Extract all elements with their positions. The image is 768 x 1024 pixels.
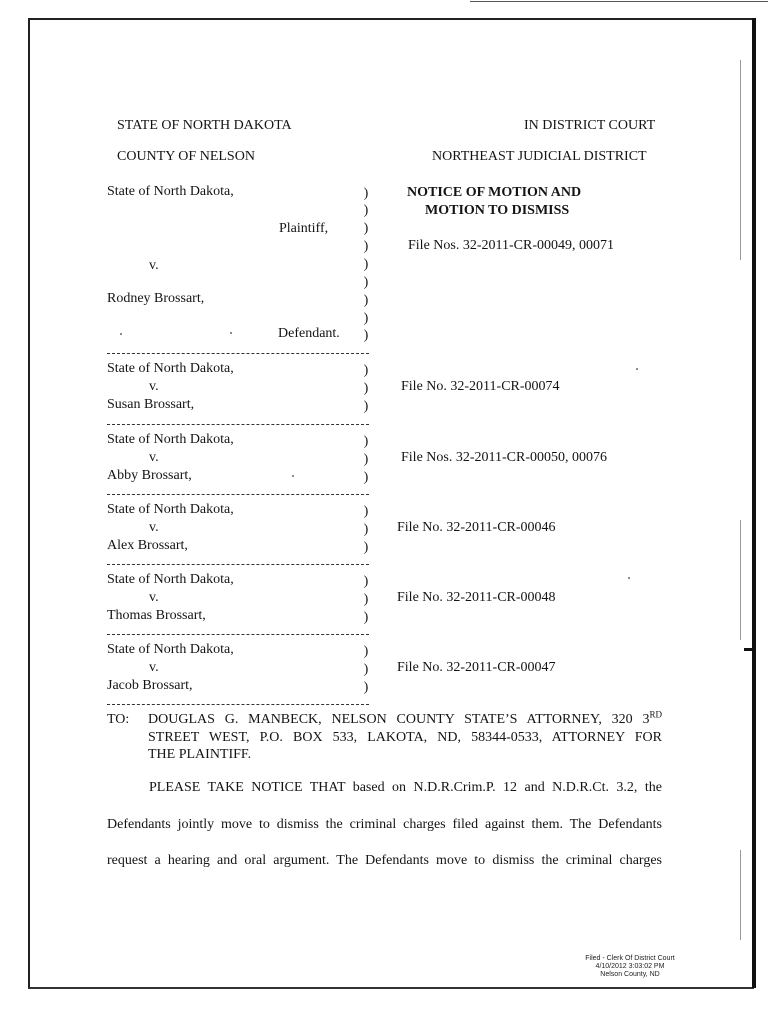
scan-speck [292,475,294,477]
scan-speck [120,333,122,335]
case-divider [107,353,369,354]
caption-paren: ) [363,662,369,677]
case-defendant: Alex Brossart, [107,538,188,553]
case-versus: v. [149,379,159,394]
plaintiff-role: Plaintiff, [279,221,329,236]
caption-paren: ) [363,680,369,695]
caption-paren: ) [363,399,369,414]
to-label: TO: [107,712,130,727]
case-file-number: File No. 32-2011-CR-00074 [401,379,560,394]
case-defendant: Thomas Brossart, [107,608,206,623]
filed-stamp-line2: 4/10/2012 3:03:02 PM [595,963,665,970]
main-file-number: File Nos. 32-2011-CR-00049, 00071 [408,238,614,253]
case-divider [107,634,369,635]
caption-paren: ) [363,610,369,625]
addressee-line1 [148,709,662,728]
case-plaintiff: State of North Dakota, [107,642,234,657]
case-divider [107,424,369,425]
case-versus: v. [149,660,159,675]
caption-paren: ) [363,592,369,607]
case-file-number: File No. 32-2011-CR-00048 [397,590,556,605]
caption-paren: ) [363,470,369,485]
state-heading: STATE OF NORTH DAKOTA [117,118,292,133]
edge-mark [744,648,754,651]
case-versus: v. [149,520,159,535]
case-plaintiff: State of North Dakota, [107,432,234,447]
scan-top-edge [470,1,768,2]
addressee-line2: STREET WEST, P.O. BOX 533, LAKOTA, ND, 58344-0533, ATTORNEY FOR [148,730,662,745]
caption-paren: ) [363,257,369,272]
scan-line [740,850,741,940]
court-heading: IN DISTRICT COURT [524,118,656,133]
caption-paren: ) [363,311,369,326]
case-versus: v. [149,450,159,465]
caption-paren: ) [363,574,369,589]
addressee-name-address: DOUGLAS G. MANBECK, NELSON COUNTY STATE’S ATTORNEY, 320 3 [148,712,650,727]
caption-paren: ) [363,452,369,467]
defendant-name: Rodney Brossart, [107,291,205,306]
caption-paren: ) [363,293,369,308]
district-heading: NORTHEAST JUDICIAL DISTRICT [432,149,647,164]
filed-stamp-line3: Nelson County, ND [600,971,660,978]
caption-paren: ) [363,522,369,537]
scan-line [740,60,741,260]
filed-stamp-line1: Filed - Clerk Of District Court [585,955,675,962]
document-title-line2: MOTION TO DISMISS [425,203,570,218]
caption-paren: ) [363,221,369,236]
case-plaintiff: State of North Dakota, [107,502,234,517]
filed-stamp [530,955,730,979]
case-divider [107,704,369,705]
scan-speck [628,577,630,579]
scan-speck [230,332,232,334]
scan-speck [636,368,638,370]
case-file-number: File No. 32-2011-CR-00047 [397,660,556,675]
notice-paragraph-line2: Defendants jointly move to dismiss the criminal charges filed against them. The Defendants [107,817,662,832]
caption-paren: ) [363,504,369,519]
document-title-line1: NOTICE OF MOTION AND [407,185,582,200]
caption-paren: ) [363,540,369,555]
case-plaintiff: State of North Dakota, [107,572,234,587]
case-divider [107,494,369,495]
notice-paragraph-line3: request a hearing and oral argument. The Defendants move to dismiss the criminal charges [107,853,662,868]
ordinal-suffix: RD [649,709,662,720]
page-right-edge [752,18,756,988]
versus: v. [149,258,159,273]
caption-paren: ) [363,644,369,659]
case-file-number: File No. 32-2011-CR-00046 [397,520,556,535]
case-plaintiff: State of North Dakota, [107,361,234,376]
notice-paragraph-line1: PLEASE TAKE NOTICE THAT based on N.D.R.Crim.P. 12 and N.D.R.Ct. 3.2, the [149,780,662,795]
case-defendant: Susan Brossart, [107,397,195,412]
county-heading: COUNTY OF NELSON [117,149,255,164]
caption-paren: ) [363,239,369,254]
caption-paren: ) [363,363,369,378]
caption-paren: ) [363,328,369,343]
case-file-number: File Nos. 32-2011-CR-00050, 00076 [401,450,607,465]
scan-line [740,520,741,640]
caption-paren: ) [363,203,369,218]
defendant-role: Defendant. [278,326,340,341]
case-versus: v. [149,590,159,605]
caption-paren: ) [363,275,369,290]
addressee-line3: THE PLAINTIFF. [148,747,252,762]
case-defendant: Jacob Brossart, [107,678,193,693]
case-defendant: Abby Brossart, [107,468,192,483]
caption-paren: ) [363,434,369,449]
caption-paren: ) [363,381,369,396]
case-divider [107,564,369,565]
plaintiff-name: State of North Dakota, [107,184,234,199]
caption-paren: ) [363,186,369,201]
